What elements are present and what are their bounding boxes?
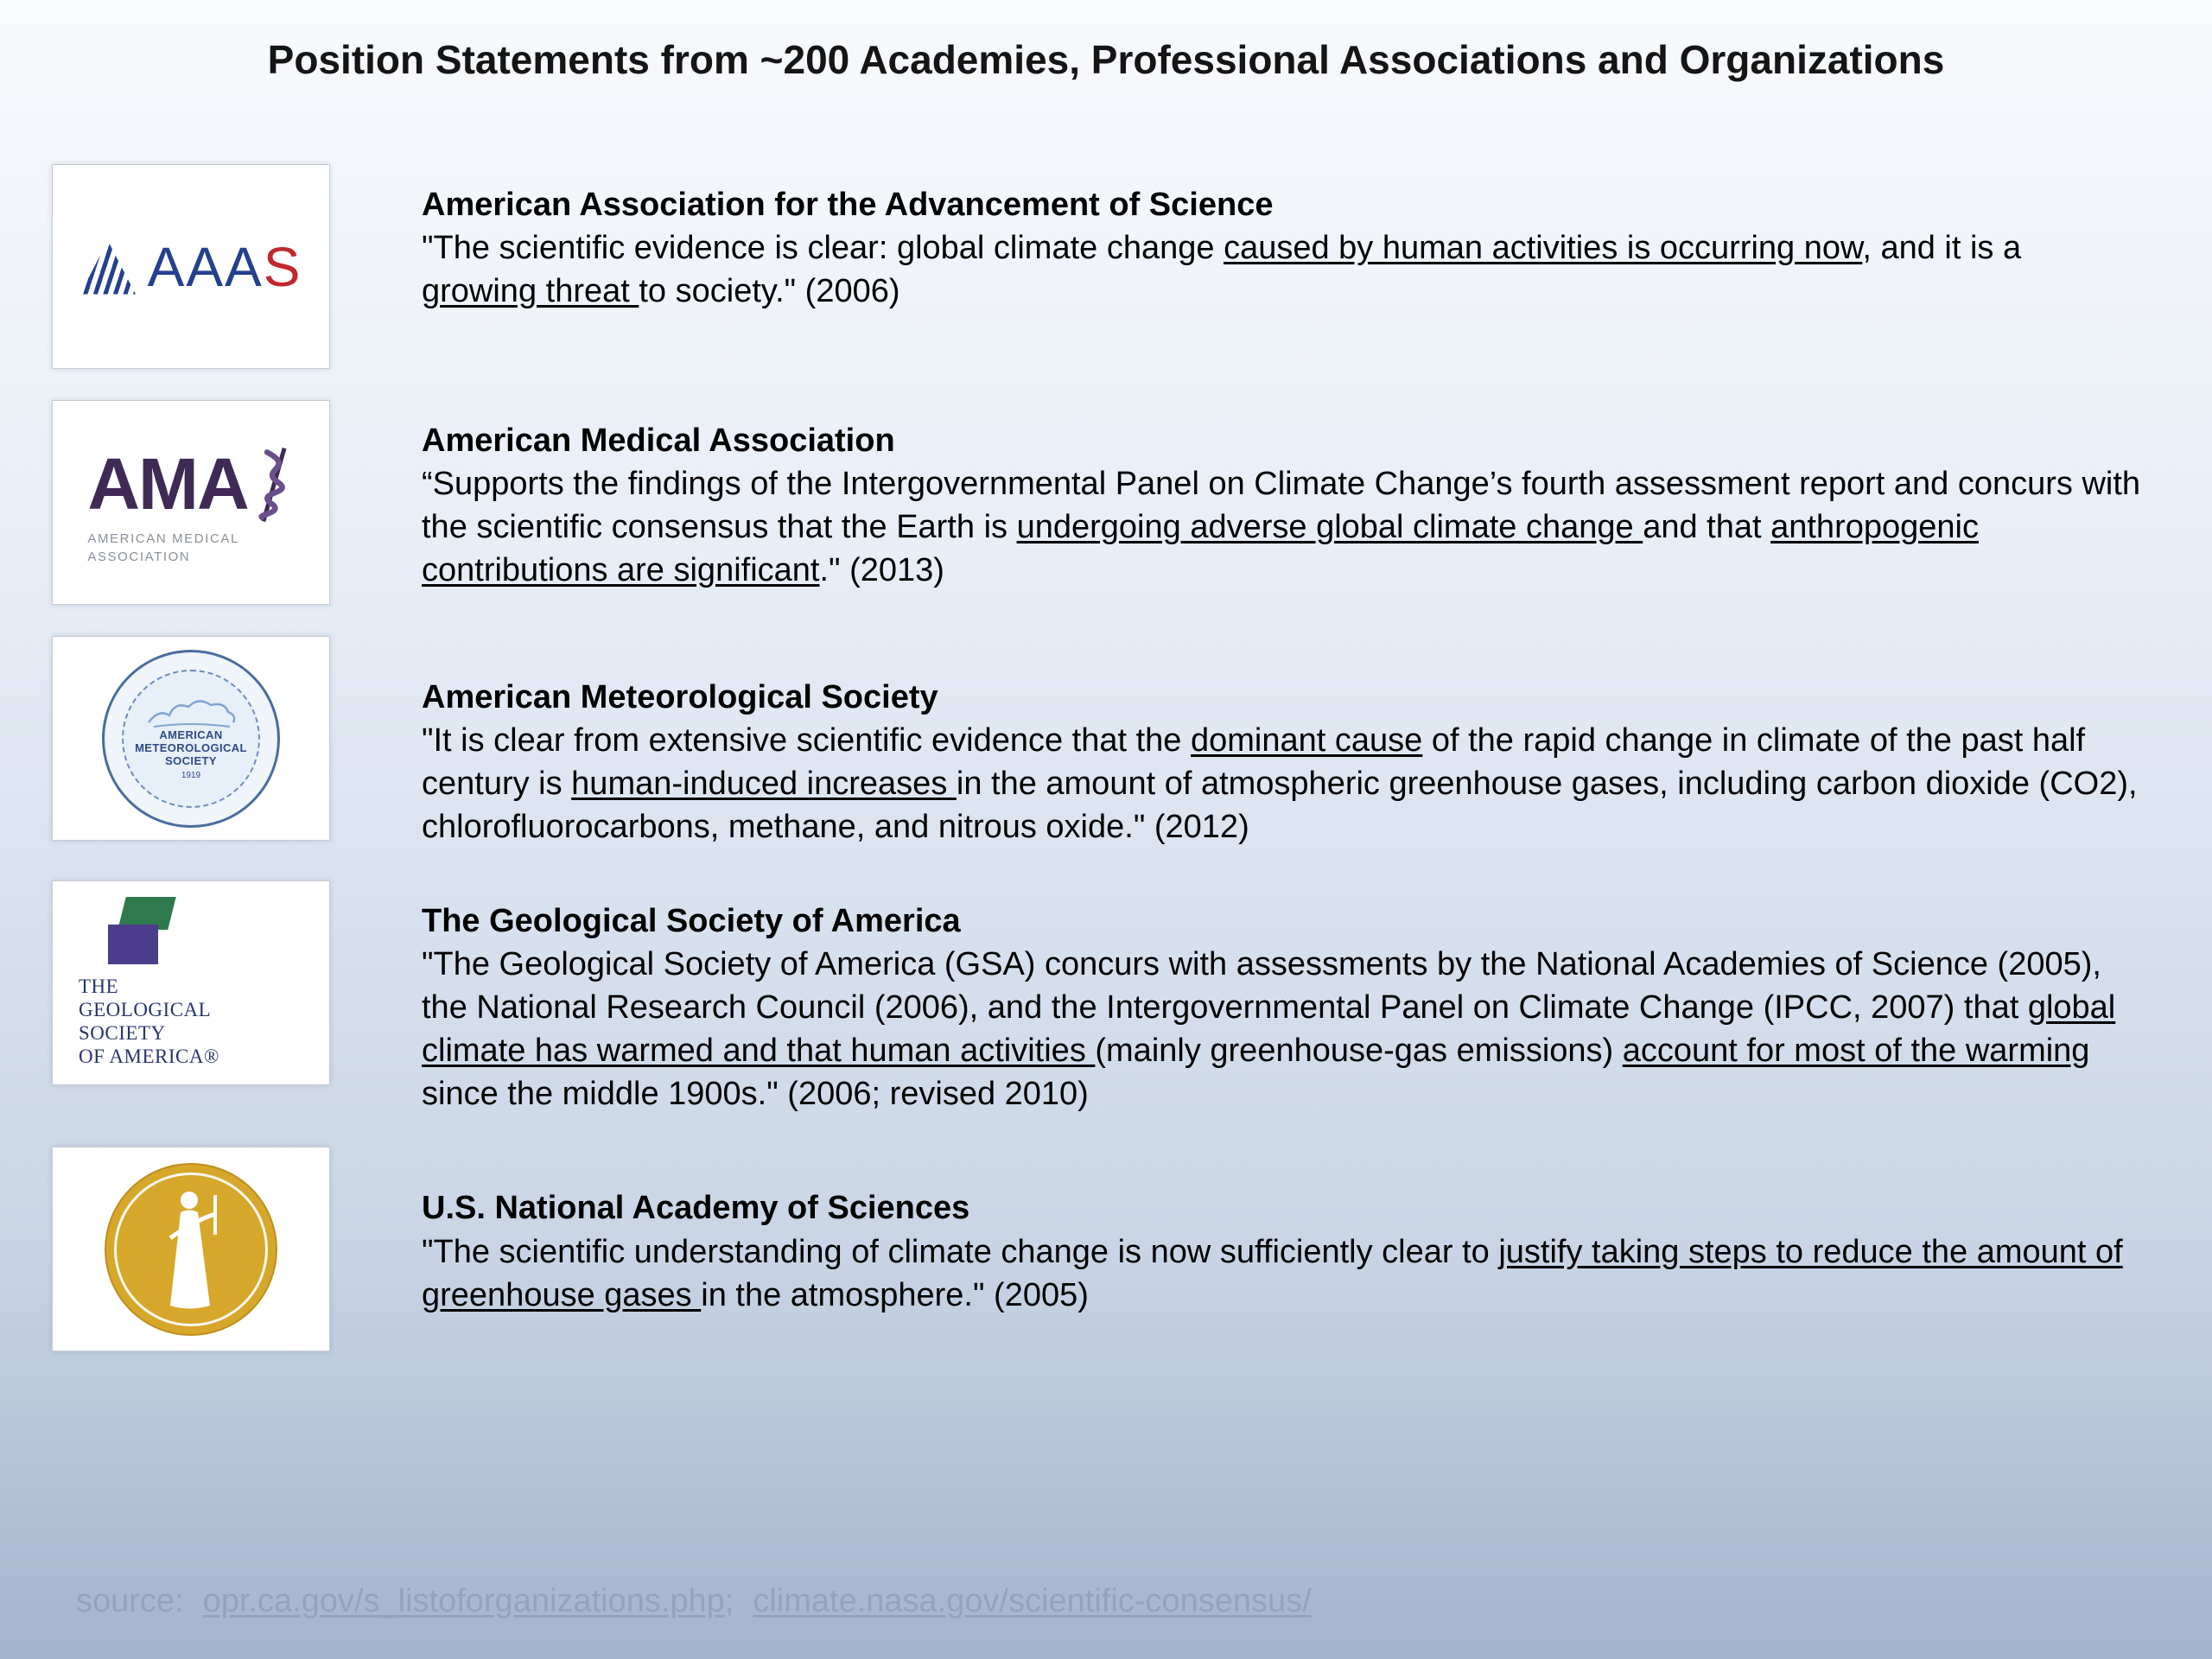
aaas-letter-red: S: [263, 235, 302, 298]
source-label: source:: [76, 1583, 184, 1619]
source-line: [76, 1583, 1312, 1620]
gsa-wordmark-line2: GEOLOGICAL: [79, 998, 212, 1020]
gsa-wordmark-line1: THE: [79, 975, 119, 997]
org-text-aaas: [422, 164, 2143, 313]
ams-seal-icon: [102, 650, 280, 828]
page-title: Position Statements from ~200 Academies, Professional Associations and Organizations: [267, 37, 1945, 82]
source-link-opr[interactable]: opr.ca.gov/s_listoforganizations.php: [202, 1583, 725, 1619]
org-quote: "It is clear from extensive scientific evidence that the dominant cause of the rapid change in climate of the past half century is human-induced increases in the amount of atmospheric greenhouse gases, including carbon dioxide (CO2), chlorofluorocarbons, methane, and nitrous oxide." (2012): [422, 722, 2138, 846]
ama-acronym: AMA: [87, 442, 248, 524]
org-quote: "The Geological Society of America (GSA) concurs with assessments by the National Academies of Science (2005), the National Research Council (2006), and the Intergovernmental Panel on Climate Change (IPCC, 2007) that global climate has warmed and that human activities (mainly greenhouse-gas emissions) account for most of the warming since the middle 1900s." (2006; revised 2010): [422, 945, 2116, 1113]
gsa-logo: [52, 880, 330, 1085]
org-quote: “Supports the findings of the Intergovernmental Panel on Climate Change’s fourth assessment report and concurs with the scientific consensus that the Earth is undergoing adverse global climate change and that anthropogenic contributions are significant." (2013): [422, 466, 2141, 589]
ama-subtext-line1: AMERICAN MEDICAL: [87, 531, 239, 546]
aaas-logo: [52, 164, 330, 369]
org-row-nas: [52, 1147, 2171, 1351]
ams-seal-year: 1919: [181, 770, 201, 780]
org-quote: "The scientific evidence is clear: global climate change caused by human activities is occurring now, and it is a growing threat to society." (2006): [422, 230, 2022, 310]
aaas-logo-wrap: [80, 235, 302, 298]
org-quote: "The scientific understanding of climate change is now sufficiently clear to justify taking steps to reduce the amount of greenhouse gases in the atmosphere." (2005): [422, 1233, 2123, 1313]
org-row-aaas: [52, 164, 2171, 369]
org-name: American Medical Association: [422, 423, 895, 459]
gsa-logo-wrap: [79, 893, 219, 1069]
gsa-wordmark-line4: OF AMERICA®: [79, 1046, 219, 1067]
gsa-mark-icon: [108, 897, 181, 966]
org-name: American Association for the Advancement of Science: [422, 187, 1274, 223]
ams-cloud-icon: [143, 696, 238, 729]
aaas-triangle-icon: [80, 241, 141, 295]
nas-medallion-icon: [105, 1163, 277, 1336]
org-row-ams: [52, 636, 2171, 849]
org-text-nas: [422, 1147, 2143, 1316]
org-row-gsa: [52, 880, 2171, 1116]
gsa-wordmark-line3: SOCIETY: [79, 1021, 166, 1044]
aaas-letters-blue: AAA: [147, 235, 264, 298]
ams-seal-line3: SOCIETY: [165, 753, 217, 767]
ama-logo-top: [87, 442, 299, 528]
source-separator: ;: [724, 1583, 734, 1619]
gsa-mark-purple-shape: [108, 925, 158, 964]
source-link-nasa[interactable]: climate.nasa.gov/scientific-consensus/: [753, 1583, 1312, 1619]
aaas-wordmark: [147, 235, 302, 298]
org-row-ama: [52, 400, 2171, 605]
org-text-gsa: [422, 880, 2143, 1116]
ama-logo: [52, 400, 330, 605]
statements-list: [52, 164, 2171, 1382]
ams-logo: [52, 636, 330, 841]
org-text-ama: [422, 400, 2143, 593]
ama-logo-wrap: [82, 442, 299, 564]
ams-seal-line2: METEOROLOGICAL: [135, 741, 247, 755]
org-text-ams: [422, 636, 2143, 849]
caduceus-icon: [248, 442, 300, 528]
ama-subtext-line2: ASSOCIATION: [87, 549, 191, 564]
org-name: American Meteorological Society: [422, 679, 938, 715]
ams-seal-line1: AMERICAN: [159, 728, 223, 742]
ams-seal-center: [122, 670, 260, 808]
nas-logo: [52, 1147, 330, 1351]
nas-figure-icon: [155, 1185, 227, 1314]
gsa-wordmark: [79, 975, 219, 1069]
org-name: U.S. National Academy of Sciences: [422, 1190, 970, 1227]
org-name: The Geological Society of America: [422, 902, 961, 939]
